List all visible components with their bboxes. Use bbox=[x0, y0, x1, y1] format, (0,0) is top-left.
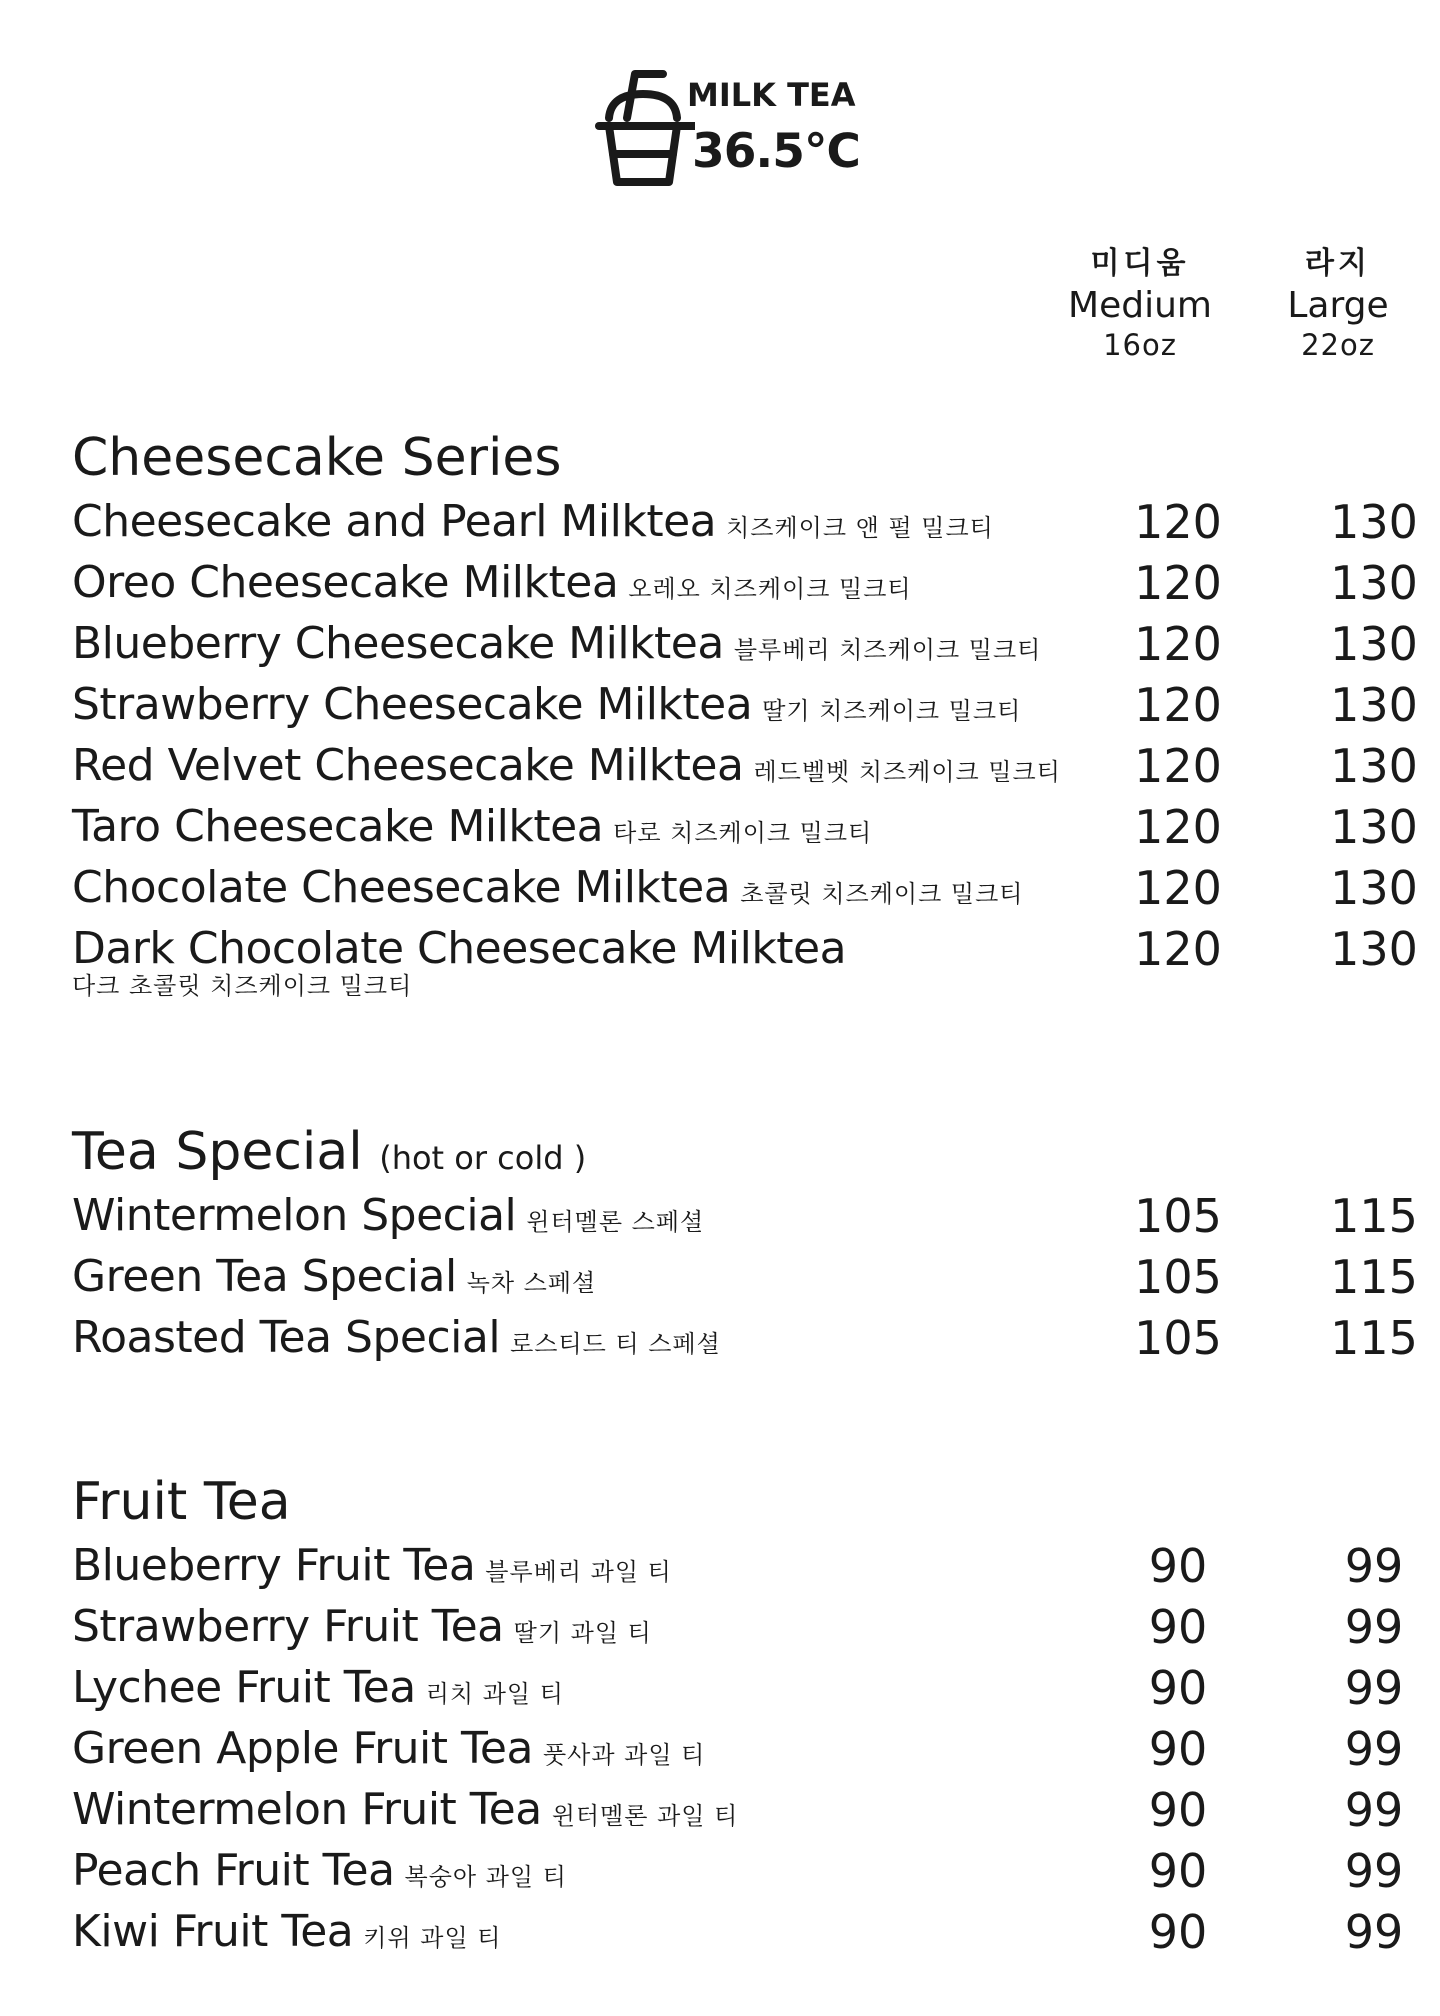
section-title bbox=[72, 424, 1392, 492]
price-large: 130 bbox=[1330, 739, 1418, 793]
item-name: Red Velvet Cheesecake Milktea bbox=[72, 740, 744, 791]
menu-item bbox=[72, 1536, 1404, 1597]
price-large: 99 bbox=[1344, 1600, 1404, 1654]
item-name: Taro Cheesecake Milktea bbox=[72, 801, 604, 852]
item-korean-name: 딸기 과일 티 bbox=[513, 1619, 652, 1647]
price-large: 130 bbox=[1330, 800, 1418, 854]
section-title bbox=[72, 1468, 1392, 1536]
item-name: Strawberry Fruit Tea bbox=[72, 1601, 504, 1652]
price-large: 130 bbox=[1330, 495, 1418, 549]
item-name: Wintermelon Fruit Tea bbox=[72, 1784, 542, 1835]
item-korean-name: 딸기 치즈케이크 밀크티 bbox=[762, 697, 1022, 725]
menu-item bbox=[72, 1841, 1404, 1902]
price-large: 130 bbox=[1330, 617, 1418, 671]
size-volume: 22oz bbox=[1301, 328, 1375, 362]
item-korean-name: 리치 과일 티 bbox=[425, 1680, 564, 1708]
item-name: Chocolate Cheesecake Milktea bbox=[72, 862, 731, 913]
price-medium: 120 bbox=[1134, 556, 1222, 610]
item-name: Green Tea Special bbox=[72, 1251, 457, 1302]
item-korean-name: 로스티드 티 스페셜 bbox=[510, 1330, 721, 1358]
menu-item bbox=[72, 1597, 1404, 1658]
item-name: Wintermelon Special bbox=[72, 1190, 517, 1241]
menu-item bbox=[72, 736, 1418, 797]
item-name: Kiwi Fruit Tea bbox=[72, 1906, 354, 1957]
size-english-label: Large bbox=[1287, 285, 1389, 326]
menu-item bbox=[72, 919, 1418, 1009]
menu-item bbox=[72, 858, 1418, 919]
section-tea-special bbox=[72, 1118, 1418, 1369]
menu-item bbox=[72, 1719, 1404, 1780]
menu-item bbox=[72, 797, 1418, 858]
price-medium: 105 bbox=[1134, 1189, 1222, 1243]
item-korean-name: 치즈케이크 앤 펄 밀크티 bbox=[726, 514, 994, 542]
item-korean-name: 키위 과일 티 bbox=[363, 1924, 502, 1952]
section-title-text: Fruit Tea bbox=[72, 1472, 291, 1532]
item-name: Peach Fruit Tea bbox=[72, 1845, 395, 1896]
item-korean-name: 풋사과 과일 티 bbox=[542, 1741, 706, 1769]
price-medium: 120 bbox=[1134, 617, 1222, 671]
price-medium: 90 bbox=[1148, 1905, 1208, 1959]
size-korean-label: 라지 bbox=[1305, 246, 1371, 281]
price-medium: 105 bbox=[1134, 1250, 1222, 1304]
item-name: Blueberry Fruit Tea bbox=[72, 1540, 476, 1591]
size-header-large bbox=[1243, 244, 1433, 362]
menu-item bbox=[72, 1247, 1418, 1308]
brand-logo bbox=[595, 66, 870, 191]
price-medium: 105 bbox=[1134, 1311, 1222, 1365]
price-medium: 120 bbox=[1134, 861, 1222, 915]
price-large: 99 bbox=[1344, 1783, 1404, 1837]
price-large: 115 bbox=[1330, 1189, 1418, 1243]
price-medium: 90 bbox=[1148, 1783, 1208, 1837]
item-name: Oreo Cheesecake Milktea bbox=[72, 557, 619, 608]
price-large: 99 bbox=[1344, 1905, 1404, 1959]
menu-item bbox=[72, 492, 1418, 553]
menu-item bbox=[72, 1658, 1404, 1719]
item-korean-name: 레드벨벳 치즈케이크 밀크티 bbox=[753, 758, 1061, 786]
price-large: 115 bbox=[1330, 1250, 1418, 1304]
menu-item bbox=[72, 1308, 1418, 1369]
section-title-text: Cheesecake Series bbox=[72, 428, 562, 488]
price-medium: 120 bbox=[1134, 800, 1222, 854]
size-volume: 16oz bbox=[1103, 328, 1177, 362]
item-korean-name: 녹차 스페셜 bbox=[466, 1269, 597, 1297]
price-medium: 90 bbox=[1148, 1844, 1208, 1898]
item-korean-name: 윈터멜론 스페셜 bbox=[526, 1208, 705, 1236]
item-korean-name: 초콜릿 치즈케이크 밀크티 bbox=[740, 880, 1024, 908]
price-large: 130 bbox=[1330, 922, 1418, 976]
size-english-label: Medium bbox=[1068, 285, 1212, 326]
section-title-text: Tea Special bbox=[72, 1122, 363, 1182]
price-medium: 120 bbox=[1134, 922, 1222, 976]
size-korean-label: 미디움 bbox=[1090, 246, 1190, 281]
brand-name: MILK TEA bbox=[687, 76, 856, 114]
menu-item bbox=[72, 553, 1418, 614]
menu-item bbox=[72, 1902, 1404, 1963]
item-name: Blueberry Cheesecake Milktea bbox=[72, 618, 724, 669]
section-title bbox=[72, 1118, 1392, 1186]
price-large: 99 bbox=[1344, 1722, 1404, 1776]
item-name: Dark Chocolate Cheesecake Milktea bbox=[72, 923, 847, 974]
price-large: 115 bbox=[1330, 1311, 1418, 1365]
item-name: Strawberry Cheesecake Milktea bbox=[72, 679, 753, 730]
item-korean-name: 타로 치즈케이크 밀크티 bbox=[613, 819, 873, 847]
menu-item bbox=[72, 1186, 1418, 1247]
menu-item bbox=[72, 675, 1418, 736]
item-korean-name: 다크 초콜릿 치즈케이크 밀크티 bbox=[72, 972, 413, 1000]
price-large: 130 bbox=[1330, 861, 1418, 915]
brand-temperature: 36.5℃ bbox=[692, 124, 860, 179]
menu-item bbox=[72, 614, 1418, 675]
item-name: Lychee Fruit Tea bbox=[72, 1662, 416, 1713]
cup-icon bbox=[595, 66, 695, 191]
price-medium: 120 bbox=[1134, 495, 1222, 549]
size-header-medium bbox=[1045, 244, 1235, 362]
item-name: Roasted Tea Special bbox=[72, 1312, 501, 1363]
price-medium: 90 bbox=[1148, 1600, 1208, 1654]
price-medium: 120 bbox=[1134, 678, 1222, 732]
item-korean-name: 블루베리 과일 티 bbox=[485, 1558, 672, 1586]
item-korean-name: 블루베리 치즈케이크 밀크티 bbox=[733, 636, 1042, 664]
item-korean-name: 윈터멜론 과일 티 bbox=[551, 1802, 739, 1830]
price-medium: 90 bbox=[1148, 1661, 1208, 1715]
section-note: (hot or cold ) bbox=[379, 1139, 587, 1177]
price-large: 99 bbox=[1344, 1844, 1404, 1898]
price-medium: 120 bbox=[1134, 739, 1222, 793]
price-medium: 90 bbox=[1148, 1539, 1208, 1593]
item-name: Cheesecake and Pearl Milktea bbox=[72, 496, 717, 547]
item-korean-name: 오레오 치즈케이크 밀크티 bbox=[628, 575, 912, 603]
price-large: 130 bbox=[1330, 556, 1418, 610]
price-large: 99 bbox=[1344, 1539, 1404, 1593]
price-medium: 90 bbox=[1148, 1722, 1208, 1776]
section-cheesecake-series bbox=[72, 424, 1418, 1009]
price-large: 130 bbox=[1330, 678, 1418, 732]
item-korean-name: 복숭아 과일 티 bbox=[404, 1863, 567, 1891]
item-name: Green Apple Fruit Tea bbox=[72, 1723, 533, 1774]
section-fruit-tea bbox=[72, 1468, 1404, 1963]
menu-item bbox=[72, 1780, 1404, 1841]
price-large: 99 bbox=[1344, 1661, 1404, 1715]
